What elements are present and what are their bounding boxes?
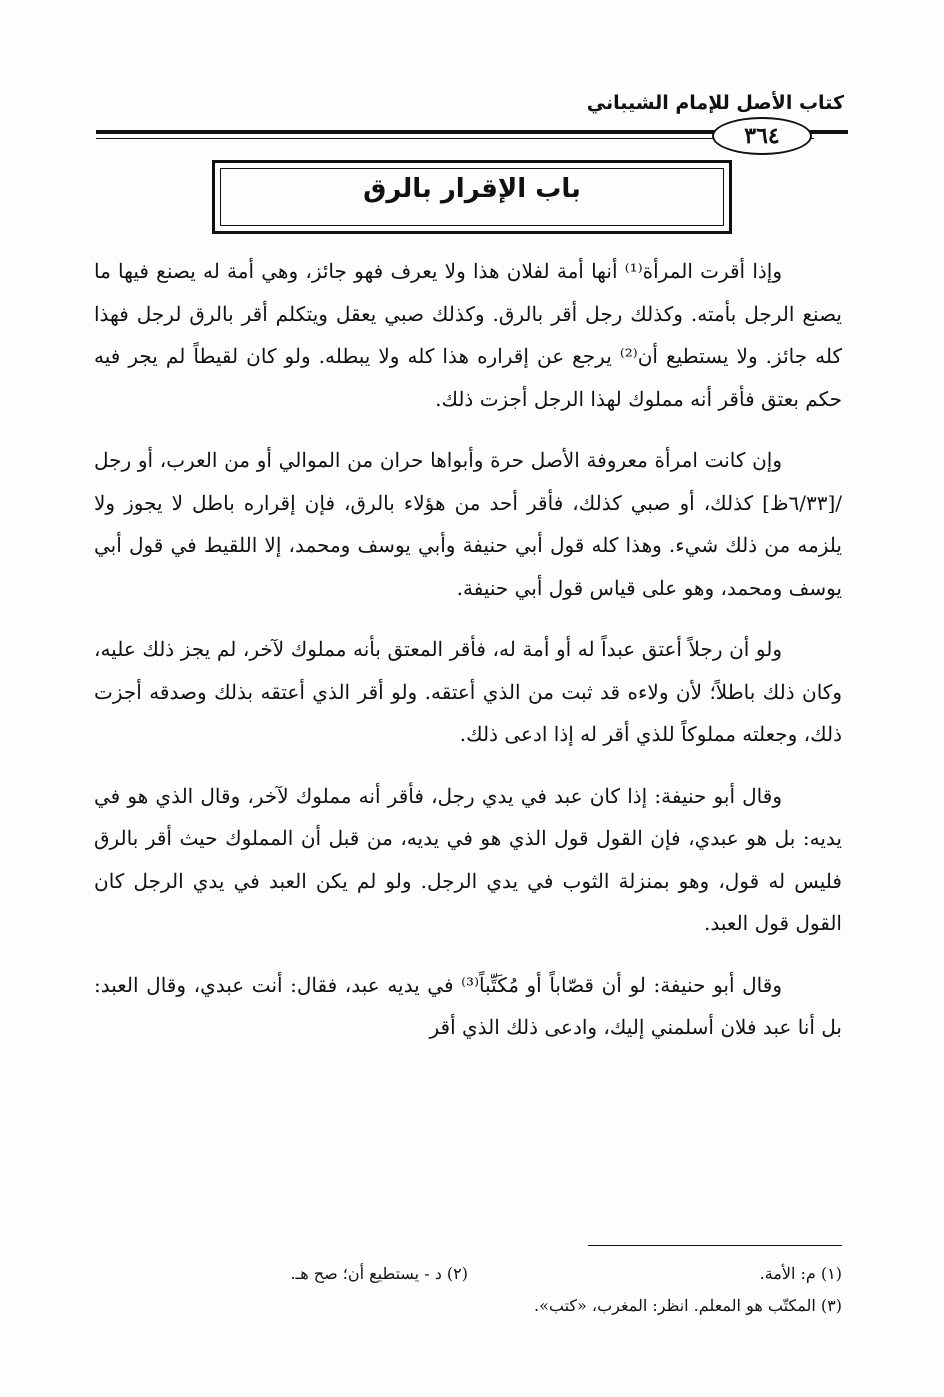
body-text xyxy=(94,250,842,1068)
paragraph: وقال أبو حنيفة: إذا كان عبد في يدي رجل، فأقر أنه مملوك لآخر، وقال الذي هو في يديه: بل هو عبدي، فإن القول قول الذي هو في يديه، من قبل أن المملوك حيث أقر بالرق فليس له قول، وهو بمنزلة الثوب في يدي الرجل. ولو لم يكن العبد في يدي الرجل كان القول قول العبد. xyxy=(94,783,842,935)
footnote-row xyxy=(94,1258,842,1290)
header-rule-thin xyxy=(96,138,814,139)
footnotes xyxy=(94,1258,842,1322)
paragraph: وإذا أقرت المرأة⁽¹⁾ أنها أمة لفلان هذا ولا يعرف فهو جائز، وهي أمة له يصنع فيها ما يصنع الرجل بأمته. وكذلك رجل أقر بالرق. وكذلك صبي يعقل ويتكلم أقر بالرق لرجل فهذا كله جائز. ولا يستطيع أن⁽²⁾ يرجع عن إقراره هذا كله ولا يبطله. ولو كان لقيطاً لم يجر فيه حكم بعتق فأقر أنه مملوك لهذا الرجل أجزت ذلك. xyxy=(94,259,842,411)
paragraph: ولو أن رجلاً أعتق عبداً له أو أمة له، فأقر المعتق بأنه مملوك لآخر، لم يجز ذلك عليه، وكان ذلك باطلاً؛ لأن ولاءه قد ثبت من الذي أعتقه. ولو أقر الذي أعتقه بذلك وصدقه أجزت ذلك، وجعلته مملوكاً للذي أقر له إذا ادعى ذلك. xyxy=(94,637,842,746)
paragraph: وقال أبو حنيفة: لو أن قصّاباً أو مُكَتِّباً⁽³⁾ في يديه عبد، فقال: أنت عبدي، وقال العبد: بل أنا عبد فلان أسلمني إليك، وادعى ذلك الذي أقر xyxy=(94,972,842,1039)
footnote-row xyxy=(94,1290,842,1322)
header-rule-right xyxy=(808,130,848,134)
paragraph: وإن كانت امرأة معروفة الأصل حرة وأبواها حران من الموالي أو من العرب، أو رجل /[٦/٣٣ظ] كذلك، أو صبي كذلك، فأقر أحد من هؤلاء بالرق، فإن إقراره باطل لا يجوز ولا يلزمه من ذلك شيء. وهذا كله قول أبي حنيفة وأبي يوسف ومحمد، إلا اللقيط في قول أبي يوسف ومحمد، وهو على قياس قول أبي حنيفة. xyxy=(94,448,842,600)
footnote-3: (٣) المكتّب هو المعلم. انظر: المغرب، «كتب». xyxy=(534,1296,842,1315)
footnote-1: (١) م: الأمة. xyxy=(759,1264,842,1283)
header-rule-thick xyxy=(96,130,814,134)
running-header-title: كتاب الأصل للإمام الشيباني xyxy=(586,92,844,114)
chapter-title: باب الإقرار بالرق xyxy=(363,174,581,204)
footnote-2: (٢) د - يستطيع أن؛ صح هـ. xyxy=(290,1264,468,1283)
page-number: ٣٦٤ xyxy=(712,117,812,155)
footnote-separator xyxy=(588,1245,842,1246)
